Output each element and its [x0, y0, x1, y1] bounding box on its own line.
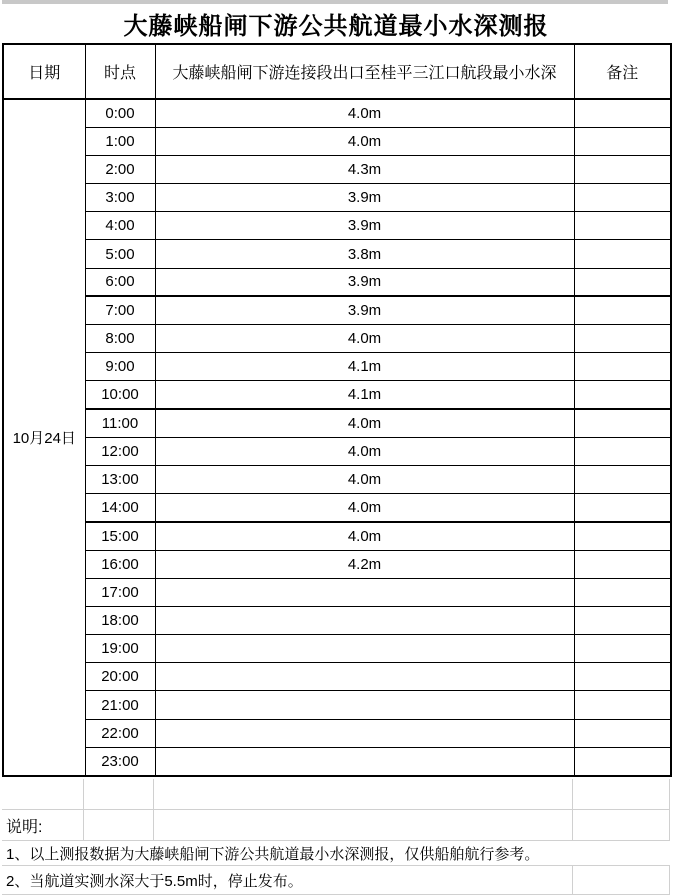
time-cell: 0:00 — [85, 99, 155, 127]
depth-cell — [155, 747, 574, 775]
time-cell: 7:00 — [85, 296, 155, 324]
remark-cell — [574, 606, 671, 634]
time-cell: 1:00 — [85, 127, 155, 155]
depth-cell: 3.9m — [155, 212, 574, 240]
time-cell: 15:00 — [85, 522, 155, 550]
table-row — [3, 606, 671, 634]
time-cell: 8:00 — [85, 325, 155, 353]
time-cell: 23:00 — [85, 747, 155, 775]
remark-cell — [574, 212, 671, 240]
depth-report-table — [2, 43, 672, 777]
col-header-remark: 备注 — [574, 44, 671, 99]
remark-cell — [574, 663, 671, 691]
remark-cell — [574, 747, 671, 775]
remark-cell — [574, 635, 671, 663]
depth-cell: 3.9m — [155, 268, 574, 296]
depth-cell: 4.0m — [155, 465, 574, 493]
table-row — [3, 437, 671, 465]
remark-cell — [574, 465, 671, 493]
time-cell: 21:00 — [85, 691, 155, 719]
depth-cell — [155, 691, 574, 719]
depth-cell — [155, 719, 574, 747]
table-row — [3, 578, 671, 606]
time-cell: 6:00 — [85, 268, 155, 296]
table-row — [3, 409, 671, 437]
depth-cell: 4.3m — [155, 155, 574, 183]
remark-cell — [574, 184, 671, 212]
time-cell: 12:00 — [85, 437, 155, 465]
time-cell: 17:00 — [85, 578, 155, 606]
time-cell: 16:00 — [85, 550, 155, 578]
depth-cell: 4.0m — [155, 127, 574, 155]
note-item-1: 1、以上测报数据为大藤峡船闸下游公共航道最小水深测报，仅供船舶航行参考。 — [2, 841, 670, 866]
depth-cell — [155, 606, 574, 634]
time-cell: 13:00 — [85, 465, 155, 493]
notes-label: 说明: — [6, 818, 43, 836]
empty-grid-row — [2, 779, 670, 810]
remark-cell — [574, 409, 671, 437]
col-header-date: 日期 — [3, 44, 85, 99]
depth-cell: 3.8m — [155, 240, 574, 268]
remark-cell — [574, 381, 671, 409]
time-cell: 22:00 — [85, 719, 155, 747]
remark-cell — [574, 155, 671, 183]
table-row — [3, 381, 671, 409]
time-cell: 4:00 — [85, 212, 155, 240]
depth-cell: 3.9m — [155, 184, 574, 212]
table-row — [3, 212, 671, 240]
table-row — [3, 747, 671, 775]
table-row — [3, 127, 671, 155]
time-cell: 9:00 — [85, 353, 155, 381]
remark-cell — [574, 437, 671, 465]
time-cell: 14:00 — [85, 494, 155, 522]
depth-cell: 3.9m — [155, 296, 574, 324]
table-row — [3, 719, 671, 747]
table-row — [3, 99, 671, 127]
remark-cell — [574, 99, 671, 127]
table-row — [3, 268, 671, 296]
time-cell: 5:00 — [85, 240, 155, 268]
date-cell: 10月24日 — [3, 99, 85, 776]
depth-cell: 4.0m — [155, 409, 574, 437]
depth-cell — [155, 663, 574, 691]
remark-cell — [574, 522, 671, 550]
remark-cell — [574, 268, 671, 296]
depth-cell: 4.0m — [155, 522, 574, 550]
time-cell: 20:00 — [85, 663, 155, 691]
remark-cell — [574, 240, 671, 268]
remark-cell — [574, 494, 671, 522]
depth-cell — [155, 578, 574, 606]
remark-cell — [574, 353, 671, 381]
table-row — [3, 691, 671, 719]
table-row — [3, 325, 671, 353]
remark-cell — [574, 127, 671, 155]
depth-cell: 4.0m — [155, 494, 574, 522]
depth-cell: 4.0m — [155, 325, 574, 353]
depth-cell: 4.2m — [155, 550, 574, 578]
table-row — [3, 465, 671, 493]
note-item-2: 2、当航道实测水深大于5.5m时，停止发布。 — [2, 866, 573, 894]
col-header-time: 时点 — [85, 44, 155, 99]
table-row — [3, 522, 671, 550]
col-header-depth: 大藤峡船闸下游连接段出口至桂平三江口航段最小水深 — [155, 44, 574, 99]
remark-cell — [574, 325, 671, 353]
table-row — [3, 494, 671, 522]
depth-cell — [155, 635, 574, 663]
header-row — [3, 44, 671, 99]
time-cell: 19:00 — [85, 635, 155, 663]
remark-cell — [574, 691, 671, 719]
report-title: 大藤峡船闸下游公共航道最小水深测报 — [2, 4, 670, 43]
note-item-2-row — [2, 866, 670, 895]
table-row — [3, 184, 671, 212]
depth-cell: 4.0m — [155, 99, 574, 127]
remark-cell — [574, 578, 671, 606]
table-row — [3, 635, 671, 663]
table-row — [3, 550, 671, 578]
remark-cell — [574, 550, 671, 578]
time-cell: 18:00 — [85, 606, 155, 634]
table-row — [3, 296, 671, 324]
time-cell: 11:00 — [85, 409, 155, 437]
table-row — [3, 663, 671, 691]
depth-cell: 4.1m — [155, 353, 574, 381]
depth-cell: 4.1m — [155, 381, 574, 409]
table-row — [3, 353, 671, 381]
time-cell: 10:00 — [85, 381, 155, 409]
notes-label-row — [2, 810, 670, 841]
remark-cell — [574, 719, 671, 747]
time-cell: 3:00 — [85, 184, 155, 212]
table-row — [3, 240, 671, 268]
depth-cell: 4.0m — [155, 437, 574, 465]
remark-cell — [574, 296, 671, 324]
time-cell: 2:00 — [85, 155, 155, 183]
table-row — [3, 155, 671, 183]
notes-section — [2, 779, 670, 895]
